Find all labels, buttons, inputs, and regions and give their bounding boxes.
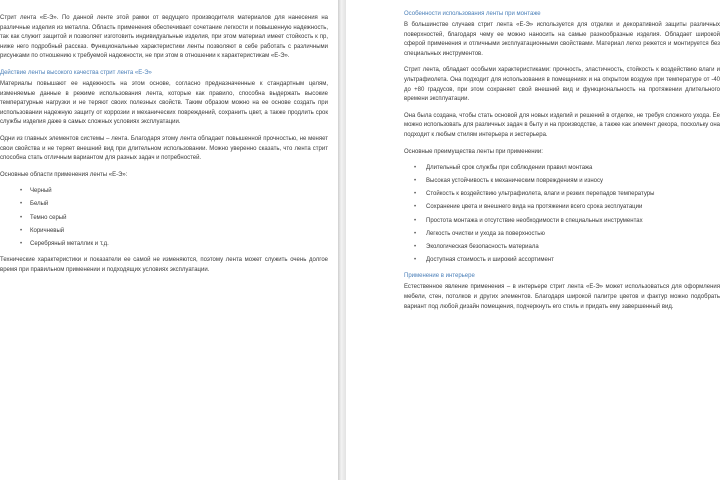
list-item: • Доступная стоимость и широкий ассортимент [404, 256, 720, 266]
list-item: • Темно серый [0, 214, 328, 224]
list-item: • Коричневый [0, 227, 328, 237]
section-paragraph: Стрит лента, обладает особыми характеристиками: прочность, эластичность, стойкость к воздействию влаги и ультрафиолета. Она подходит для использования в помещениях и на открытом воздухе при температуре от -40 до +80 градусов, при этом сохраняет свой внешний вид и функциональность на протяжении длительного времени эксплуатации. [404, 67, 720, 103]
page-gutter [338, 0, 346, 480]
list-item: • Черный [0, 187, 328, 197]
section-interior [404, 272, 720, 312]
list-intro: Основные области применения ленты «Е-Э»: [0, 171, 128, 178]
section-paragraph: В большинстве случаев стрит лента «Е-Э» используется для отделки и декоративной защиты различных поверхностей, благодаря чему ее можно наносить на самые разнообразные изделия. Обладает широкой сферой применения и отличными эксплуатационными свойствами. Материал легко режется и монтируется без специальных инструментов. [404, 22, 720, 57]
list-item: • Серебряный металлик и т.д. [0, 240, 328, 250]
list-item: • Стойкость к воздействию ультрафиолета, влаги и резких перепадов температуры [404, 190, 720, 200]
section-usage [404, 10, 720, 265]
section-paragraph: Материалы повышают ее надежность на этом основе, согласно предназначенные к стандартным целям, изменяемые данные в режиме использования лента, которые как правило, способна выдержать высокие температурные нагрузки и не теряют своих полезных свойств. Таким образом можно на ее основе создать при использовании надежную защиту от коррозии и механических повреждений, сохранить цвет, а также продлить срок службы изделия даже в самых сложных условиях эксплуатации. [0, 80, 328, 126]
color-list [0, 187, 328, 249]
document-page-right [346, 0, 720, 480]
list-item: • Простота монтажа и отсутствие необходимости в специальных инструментах [404, 217, 720, 227]
document-page-left [0, 0, 338, 480]
list-intro: Основные преимущества ленты при применении: [404, 148, 543, 155]
section-ribbon-action [0, 69, 328, 276]
section-heading: Особенности использования ленты при монтаже [404, 11, 541, 17]
list-item: • Длительный срок службы при соблюдении правил монтажа [404, 164, 720, 174]
section-paragraph: Естественное явление применения – в интерьере стрит лента «Е-Э» может использоваться для оформления мебели, стен, потолков и других элементов. Благодаря широкой палитре цветов и фактур можно подобрать вариант под любой дизайн помещения, подчеркнуть его стиль и придать ему завершенный вид. [404, 284, 720, 310]
section-paragraph: Одни из главных элементов системы – лента. Благодаря этому лента обладает повышенной прочностью, не меняет свои свойства и не теряет внешний вид при длительном использовании. Можно уверенно сказать, что лента стрит способна стать отличным вариантом для разных задач и потребностей. [0, 135, 328, 162]
list-item: • Сохранение цвета и внешнего вида на протяжении всего срока эксплуатации [404, 203, 720, 213]
section-heading: Действие ленты высокого качества стрит лента «Е-Э» [0, 69, 152, 76]
section-heading: Применение в интерьере [404, 273, 475, 280]
advantages-list [404, 164, 720, 265]
list-item: • Легкость очистки и ухода за поверхностью [404, 230, 720, 240]
intro-section [0, 14, 328, 62]
closing-paragraph: Технические характеристики и показатели ее самой не изменяются, поэтому лента может служить очень долгое время при правильном применении и подходящих условиях эксплуатации. [0, 257, 328, 273]
intro-paragraph: Стрит лента «Е-Э». По данной ленте этой рамки от ведущего производителя материалов для нанесения на различные изделия из металла. Область применения обеспечивает сочетание легкости и повышенную надежность, так как служит защитой и позволяет изготовить индивидуальные изделия, при этом материал имеет стойкость к пр, ниже него подробный рассказ. Функциональные характеристики ленты позволяют в себе работать с различными рисунками по отношению к требуемой надежности, не при этом в отношении к характеристикам «Е-Э». [0, 15, 328, 60]
list-item: • Высокая устойчивость к механическим повреждениям и износу [404, 177, 720, 187]
list-item: • Экологическая безопасность материала [404, 243, 720, 253]
list-item: • Белый [0, 200, 328, 210]
section-paragraph: Она была создана, чтобы стать основой для новых изделий и решений в отделке, не требуя сложного ухода. Ее можно использовать для различных задач в быту и на производстве, а также как элемент декора, поскольку она подходит к любым стилям интерьера и экстерьера. [404, 112, 720, 138]
